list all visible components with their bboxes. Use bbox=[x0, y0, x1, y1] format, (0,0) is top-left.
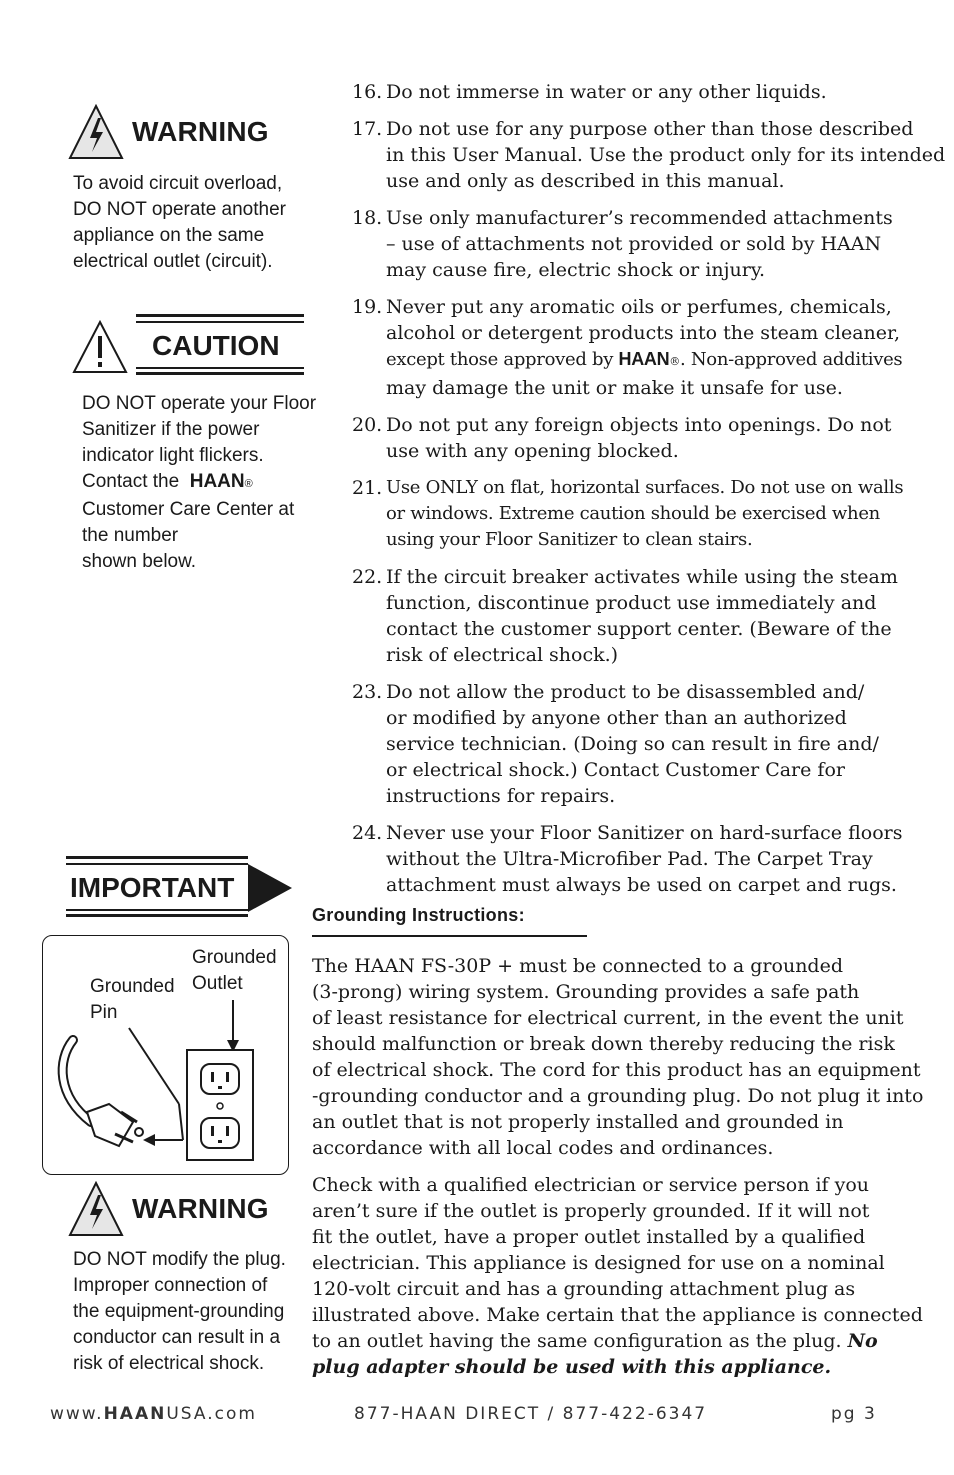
text-line: risk of electrical shock. bbox=[73, 1353, 265, 1374]
rule-line: risk of electrical shock.) bbox=[386, 644, 619, 666]
label-line: Outlet bbox=[192, 973, 243, 994]
important-banner bbox=[66, 856, 292, 918]
rule-line: Use ONLY on flat, horizontal surfaces. Do not use on walls bbox=[386, 477, 904, 498]
contact-prefix: Contact the bbox=[82, 471, 180, 492]
para-line bbox=[312, 1328, 927, 1354]
rule-line: function, discontinue product use immediately and bbox=[386, 592, 877, 614]
grounding-paragraph-2 bbox=[312, 1172, 927, 1380]
caution-banner bbox=[136, 314, 304, 376]
rule-number: 18. bbox=[352, 207, 383, 229]
rule-line: Use only manufacturer’s recommended attachments bbox=[386, 207, 893, 229]
warning-text-bottom bbox=[73, 1247, 286, 1377]
rule-number: 23. bbox=[352, 681, 383, 703]
exclamation-triangle-icon bbox=[72, 320, 128, 374]
rule-line: Do not put any foreign objects into openings. Do not bbox=[386, 414, 892, 436]
text-line: To avoid circuit overload, bbox=[73, 173, 283, 194]
text-line: DO NOT operate your Floor bbox=[82, 393, 317, 414]
para-line: should malfunction or break down thereby reducing the risk bbox=[312, 1033, 895, 1055]
para-line: an outlet that is not properly installed and grounded in bbox=[312, 1111, 844, 1133]
rule-item bbox=[352, 820, 927, 898]
rule-item bbox=[352, 475, 927, 553]
grounding-heading: Grounding Instructions: bbox=[312, 905, 525, 925]
text-line: the equipment-grounding bbox=[73, 1301, 285, 1322]
rule-line: Do not use for any purpose other than those described bbox=[386, 118, 914, 140]
brand-name: HAAN bbox=[618, 349, 670, 369]
text-line: appliance on the same bbox=[73, 225, 265, 246]
rule-number: 16. bbox=[352, 81, 383, 103]
warning-header-top bbox=[68, 104, 269, 160]
label-line: Grounded bbox=[192, 947, 277, 968]
rule-line: or electrical shock.) Contact Customer Care for bbox=[386, 759, 845, 781]
rule-line: Do not allow the product to be disassembled and/ bbox=[386, 681, 865, 703]
text-line: DO NOT modify the plug. bbox=[73, 1249, 286, 1270]
para-line: The HAAN FS-30P + must be connected to a grounded bbox=[312, 955, 843, 977]
para-line: of least resistance for electrical current, in the event the unit bbox=[312, 1007, 904, 1029]
rule-line: instructions for repairs. bbox=[386, 785, 616, 807]
electric-hazard-icon bbox=[68, 104, 124, 160]
para-line: of electrical shock. The cord for this product has an equipment bbox=[312, 1059, 921, 1081]
label-line: Grounded bbox=[90, 976, 175, 997]
footer-website bbox=[50, 1404, 257, 1424]
text-line: the number bbox=[82, 525, 179, 546]
rule-line: alcohol or detergent products into the steam cleaner, bbox=[386, 322, 901, 344]
caution-text bbox=[82, 391, 316, 575]
rule-line: without the Ultra-Microfiber Pad. The Carpet Tray bbox=[386, 848, 873, 870]
rule-line: use with any opening blocked. bbox=[386, 440, 679, 462]
rule-item bbox=[352, 294, 927, 401]
text-line: electrical outlet (circuit). bbox=[73, 251, 273, 272]
electric-hazard-icon bbox=[68, 1181, 124, 1237]
rule-line: contact the customer support center. (Beware of the bbox=[386, 618, 892, 640]
rule-line: or modified by anyone other than an authorized bbox=[386, 707, 847, 729]
caution-title: CAUTION bbox=[152, 330, 280, 361]
para-line: aren’t sure if the outlet is properly grounded. If it will not bbox=[312, 1200, 870, 1222]
rule-item bbox=[352, 79, 927, 105]
rule-number: 20. bbox=[352, 414, 383, 436]
para-emphasis: No bbox=[847, 1330, 878, 1352]
label-line: Pin bbox=[90, 1002, 118, 1023]
rule-line: service technician. (Doing so can result in fire and/ bbox=[386, 733, 879, 755]
rule-line: use and only as described in this manual. bbox=[386, 170, 785, 192]
rule-line: in this User Manual. Use the product only for its intended bbox=[386, 144, 946, 166]
warning-text-top bbox=[73, 171, 286, 275]
arrow-right-icon bbox=[248, 864, 292, 912]
grounding-diagram bbox=[42, 935, 289, 1175]
rule-line bbox=[386, 346, 927, 375]
footer-phone: 877-HAAN DIRECT / 877-422-6347 bbox=[354, 1404, 708, 1424]
para-text: to an outlet having the same configuration as the plug. bbox=[312, 1330, 842, 1352]
grounding-paragraph-1 bbox=[312, 953, 927, 1161]
rule-line: attachment must always be used on carpet and rugs. bbox=[386, 874, 897, 896]
para-line: -grounding conductor and a grounding plug. Do not plug it into bbox=[312, 1085, 924, 1107]
rule-number: 17. bbox=[352, 118, 383, 140]
warning-title: WARNING bbox=[132, 116, 269, 147]
para-emphasis: plug adapter should be used with this appliance. bbox=[312, 1356, 832, 1378]
brand-name: HAAN bbox=[189, 471, 245, 492]
para-line: accordance with all local codes and ordinances. bbox=[312, 1137, 774, 1159]
para-line: Check with a qualified electrician or service person if you bbox=[312, 1174, 870, 1196]
footer-page-number: pg 3 bbox=[831, 1404, 877, 1424]
rule-line: may damage the unit or make it unsafe for use. bbox=[386, 377, 843, 399]
rule-line: Never use your Floor Sanitizer on hard-surface floors bbox=[386, 822, 903, 844]
rule-text: . Non-approved additives bbox=[680, 349, 903, 370]
para-line: illustrated above. Make certain that the appliance is connected bbox=[312, 1304, 923, 1326]
plug-and-outlet-illustration bbox=[43, 936, 288, 1174]
registered-mark: ® bbox=[669, 355, 680, 368]
text-line: conductor can result in a bbox=[73, 1327, 281, 1348]
rule-item bbox=[352, 564, 927, 668]
text-line: Improper connection of bbox=[73, 1275, 268, 1296]
text-line: indicator light flickers. bbox=[82, 445, 264, 466]
warning-header-bottom bbox=[68, 1181, 269, 1237]
web-suffix: USA.com bbox=[166, 1404, 257, 1424]
rule-number: 21. bbox=[352, 477, 383, 499]
rule-item bbox=[352, 412, 927, 464]
safety-rules-list bbox=[352, 79, 946, 909]
rule-number: 22. bbox=[352, 566, 383, 588]
rule-line: may cause fire, electric shock or injury. bbox=[386, 259, 766, 281]
registered-mark: ® bbox=[244, 478, 253, 490]
text-line: DO NOT operate another bbox=[73, 199, 286, 220]
heading-underline bbox=[312, 935, 587, 937]
text-line: Customer Care Center at bbox=[82, 499, 295, 520]
para-line: fit the outlet, have a proper outlet installed by a qualified bbox=[312, 1226, 866, 1248]
rule-item bbox=[352, 116, 946, 194]
para-line: electrician. This appliance is designed for use on a nominal bbox=[312, 1252, 885, 1274]
rule-line: Never put any aromatic oils or perfumes, chemicals, bbox=[386, 296, 892, 318]
text-line: Sanitizer if the power bbox=[82, 419, 260, 440]
rule-item bbox=[352, 205, 927, 283]
para-line: 120-volt circuit and has a grounding attachment plug as bbox=[312, 1278, 856, 1300]
rule-item bbox=[352, 679, 927, 809]
web-prefix: www. bbox=[50, 1404, 104, 1424]
rule-line: or windows. Extreme caution should be exercised when bbox=[386, 503, 880, 524]
rule-text: except those approved by bbox=[386, 349, 614, 370]
warning-title: WARNING bbox=[132, 1193, 269, 1224]
web-brand: HAAN bbox=[103, 1404, 167, 1424]
rule-number: 19. bbox=[352, 296, 383, 318]
rule-line: Do not immerse in water or any other liquids. bbox=[386, 81, 827, 103]
text-line: shown below. bbox=[82, 551, 197, 572]
rule-number: 24. bbox=[352, 822, 383, 844]
rule-line: If the circuit breaker activates while using the steam bbox=[386, 566, 898, 588]
text-line bbox=[82, 469, 316, 497]
para-line: (3-prong) wiring system. Grounding provides a safe path bbox=[312, 981, 860, 1003]
rule-line: using your Floor Sanitizer to clean stairs. bbox=[386, 529, 753, 550]
rule-line: – use of attachments not provided or sold by HAAN bbox=[386, 233, 882, 255]
important-title: IMPORTANT bbox=[70, 872, 235, 903]
